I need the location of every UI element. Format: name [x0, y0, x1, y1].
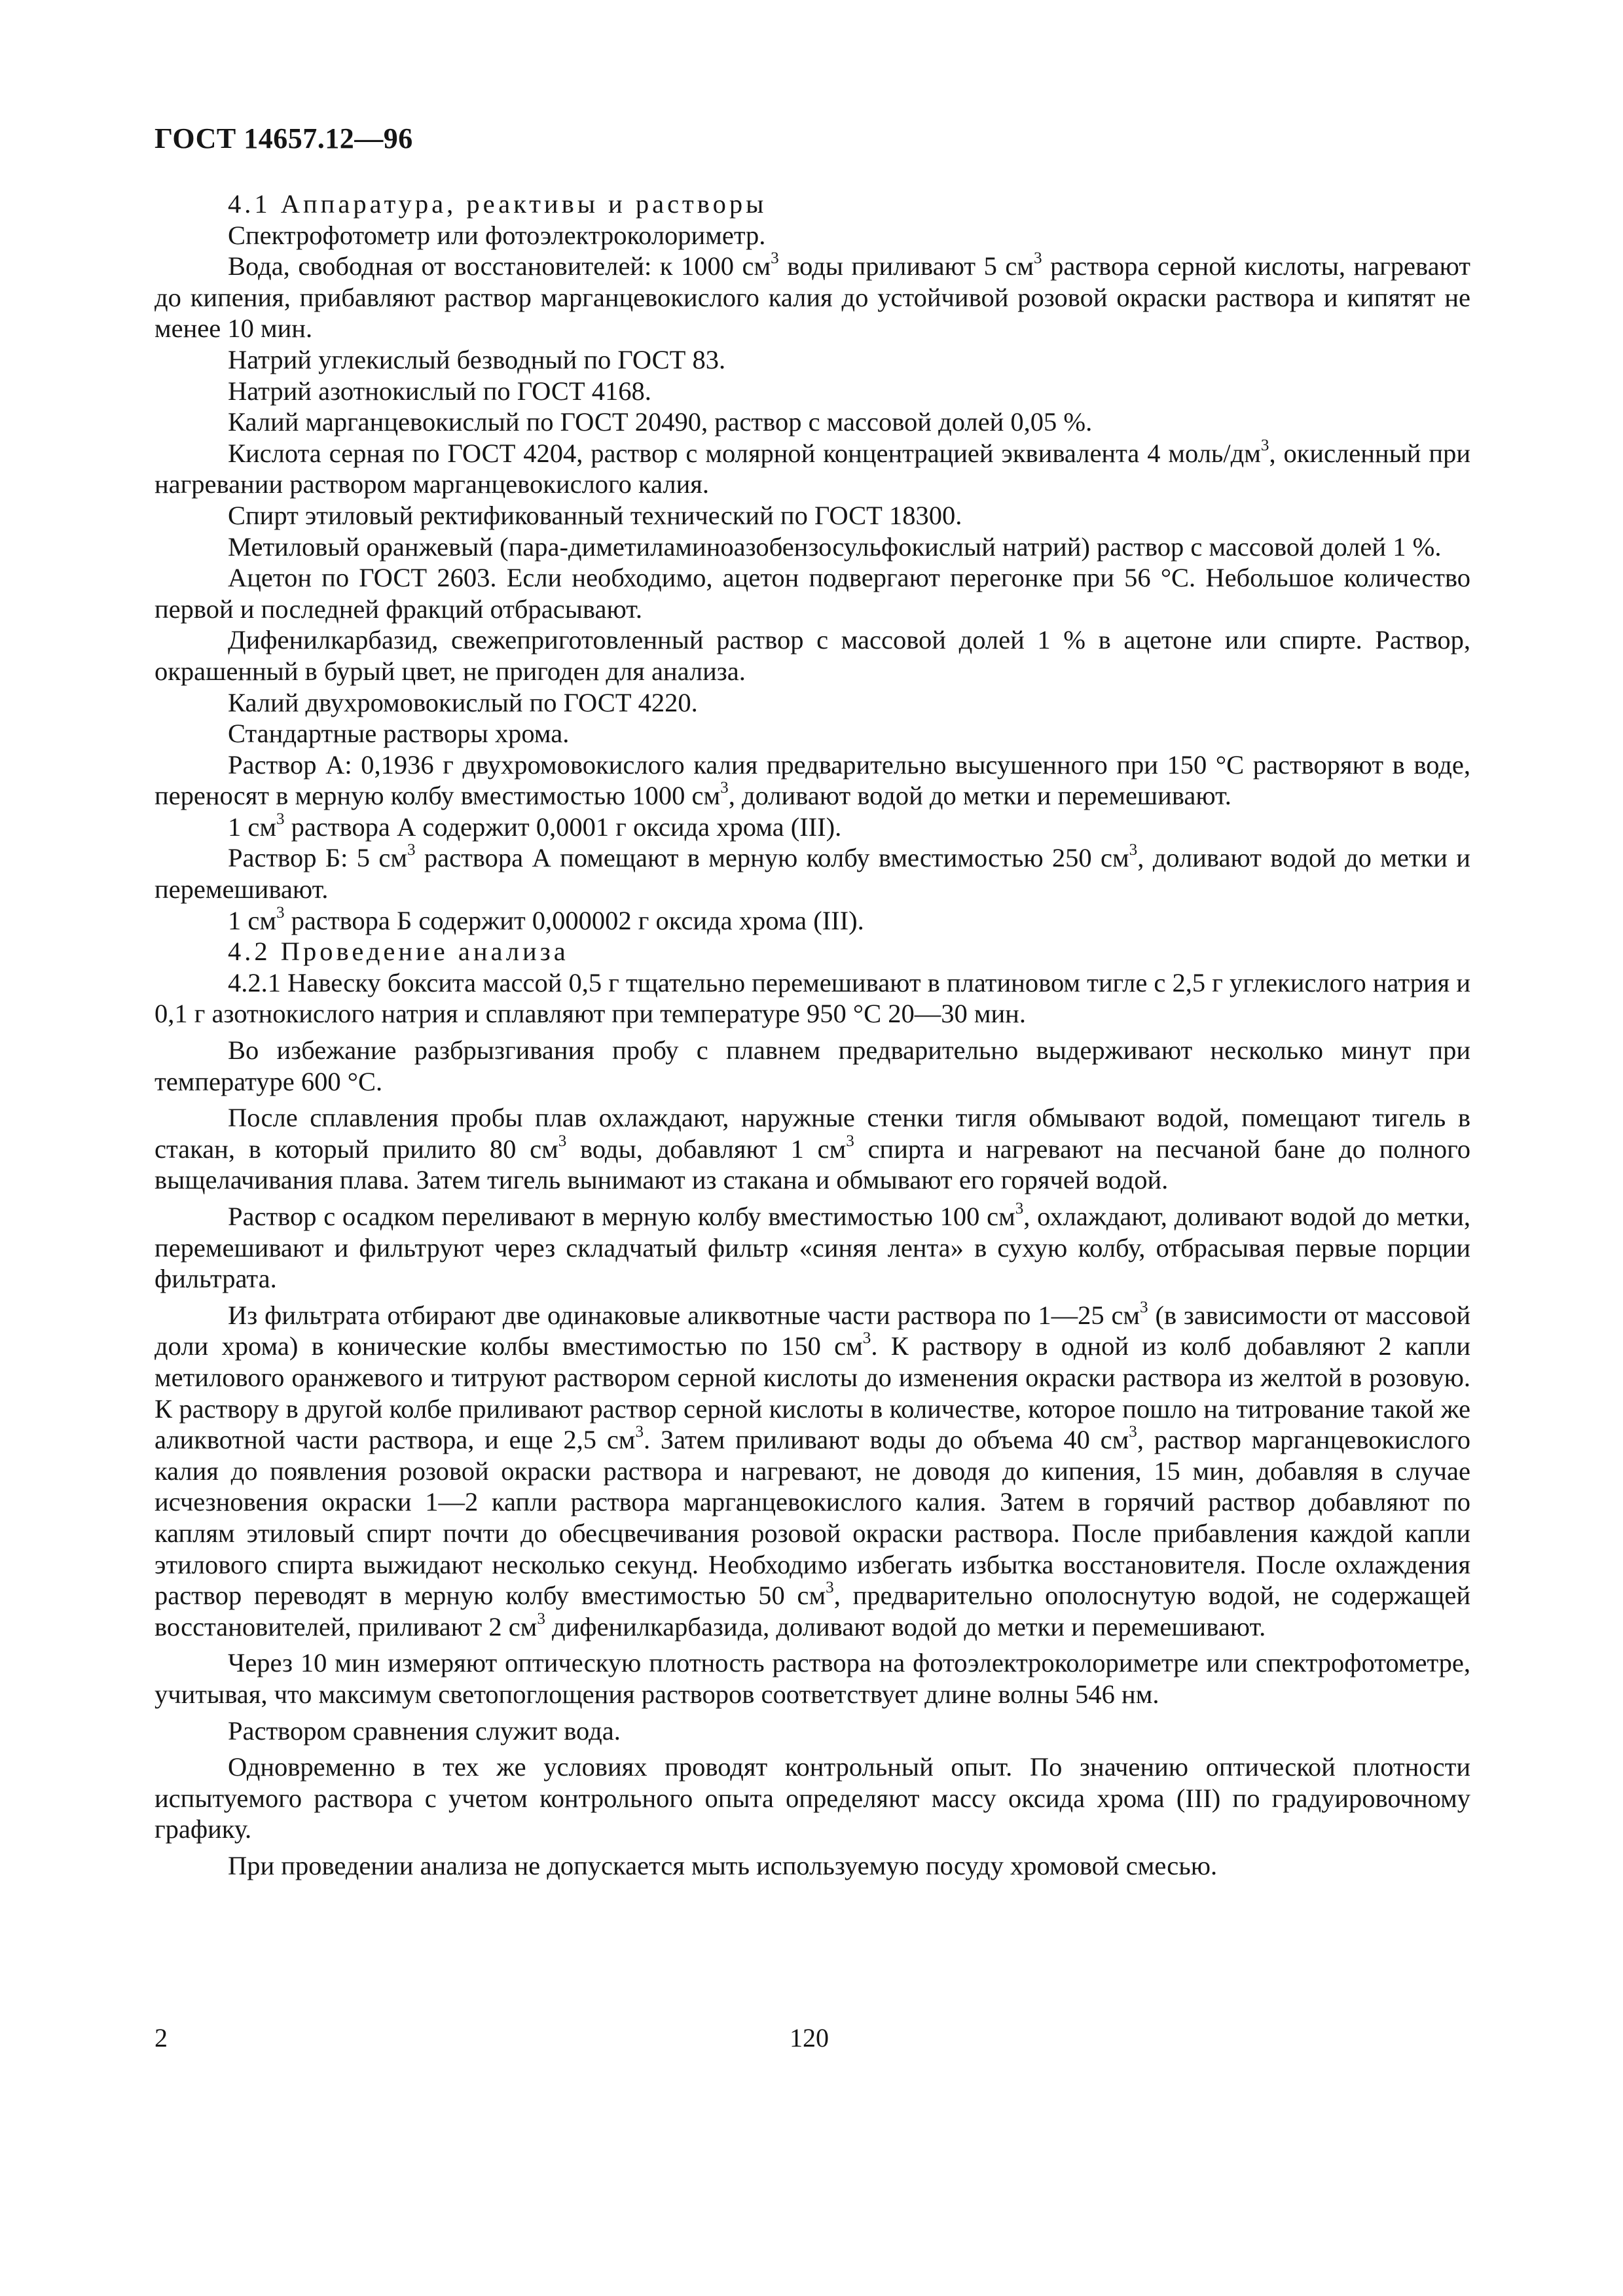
superscript: 3 [771, 249, 779, 268]
paragraph: 1 $см^3$ раствора Б содержит 0,000002 г оксида хрома (III). [228, 903, 864, 935]
paragraph: Спирт этиловый ректификованный технический по ГОСТ 18300. [228, 500, 962, 530]
page-number: 2 [155, 2023, 168, 2053]
superscript: 3 [1033, 249, 1042, 268]
superscript: 3 [276, 810, 285, 828]
paragraph: Через 10 мин измеряют оптическую плотность раствора на фотоэлектроколориметре или спектрофотометре, учитывая, что максимум светопоглощения растворов соответствует длине волны 546 нм. [155, 1648, 1470, 1709]
paragraph: Калий марганцевокислый по ГОСТ 20490, раствор с массовой долей 0,05 %. [228, 407, 1093, 437]
paragraph: Раствор с осадком переливают в мерную колбу вместимостью 100 $см^3$, охлаждают, доливают водой до метки, перемешивают и фильтруют через складчатый фильтр «синяя лента» в сухую колбу, отбрасывая первые порции фильтрата. [155, 1199, 1471, 1294]
superscript: 3 [276, 903, 285, 922]
paragraph: После сплавления пробы плав охлаждают, наружные стенки тигля обмывают водой, помещают тигель в стакан, в который прилито 80 $см^3$ воды, добавляют 1 $см^3$ спирта и нагревают на песчаной бане до полного выщелачивания плава. Затем тигель вынимают из стакана и обмывают его горячей водой. [155, 1103, 1470, 1195]
paragraph: 1 $см^3$ раствора А содержит 0,0001 г оксида хрома (III). [228, 810, 842, 842]
document-header: ГОСТ 14657.12—96 [155, 122, 413, 154]
superscript: 3 [1129, 1423, 1137, 1441]
superscript: 3 [720, 779, 729, 797]
paragraph: Натрий азотнокислый по ГОСТ 4168. [228, 376, 651, 406]
paragraph: Во избежание разбрызгивания пробу с плавнем предварительно выдерживают несколько минут при температуре 600 °С. [155, 1035, 1470, 1096]
paragraph: Дифенилкарбазид, свежеприготовленный раствор с массовой долей 1 % в ацетоне или спирте. Раствор, окрашенный в бурый цвет, не пригоден для анализа. [155, 625, 1470, 686]
paragraph: Натрий углекислый безводный по ГОСТ 83. [228, 344, 726, 374]
superscript: 3 [1140, 1298, 1148, 1316]
paragraph: Вода, свободная от восстановителей: к 1000 $см^3$ воды приливают 5 $см^3$ раствора серной кислоты, нагревают до кипения, прибавляют раствор марганцевокислого калия до устойчивой розовой окраски раствора и кипятят не менее 10 мин. [155, 249, 1470, 344]
paragraph: Кислота серная по ГОСТ 4204, раствор с молярной концентрацией эквивалента 4 моль/$дм^3$, окисленный при нагревании раствором марганцевокислого калия. [155, 436, 1470, 499]
paragraph: Ацетон по ГОСТ 2603. Если необходимо, ацетон подвергают перегонке при 56 °С. Небольшое количество первой и последней фракций отбрасывают. [155, 563, 1470, 624]
superscript: 3 [862, 1329, 871, 1348]
superscript: 3 [537, 1609, 545, 1628]
paragraph: Раствор А: 0,1936 г двухромовокислого калия предварительно высушенного при 150 °С растворяют в воде, переносят в мерную колбу вместимостью 1000 $см^3$, доливают водой до метки и перемешивают. [155, 749, 1470, 811]
superscript: 3 [846, 1132, 854, 1150]
superscript: 3 [558, 1132, 567, 1150]
superscript: 3 [635, 1423, 644, 1441]
paragraph: Спектрофотометр или фотоэлектроколориметр. [228, 220, 766, 250]
superscript: 3 [1129, 841, 1138, 859]
paragraph: Метиловый оранжевый (пара-диметиламиноазобензосульфокислый натрий) раствор с массовой долей 1 %. [228, 531, 1442, 562]
section-4-2-title: 4.2 Проведение анализа [228, 937, 569, 967]
paragraph: 4.2.1 Навеску боксита массой 0,5 г тщательно перемешивают в платиновом тигле с 2,5 г углекислого натрия и 0,1 г азотнокислого натрия и сплавляют при температуре 950 °С 20—30 мин. [155, 967, 1470, 1029]
paragraph: Раствором сравнения служит вода. [228, 1715, 621, 1746]
sheet-number: 120 [790, 2023, 829, 2053]
paragraph: Раствор Б: 5 $см^3$ раствора А помещают в мерную колбу вместимостью 250 $см^3$, доливают водой до метки и перемешивают. [155, 841, 1470, 905]
section-4-1-title: 4.1 Аппаратура, реактивы и растворы [228, 189, 767, 219]
paragraph: Из фильтрата отбирают две одинаковые аликвотные части раствора по 1—25 $см^3$ (в зависимости от массовой доли хрома) в конические колбы вместимостью по 150 $см^3$. К раствору в одной из колб добавляют 2 капли метилового оранжевого и титруют раствором серной кислоты до изменения окраски раствора из желтой в розовую. К раствору в другой колбе приливают раствор серной кислоты в количестве, которое пошло на титрование такой же аликвотной части раствора, и еще 2,5 $см^3$. Затем приливают воды до объема 40 $см^3$, раствор марганцевокислого калия до появления розовой окраски раствора и нагревают, не доводя до кипения, 15 мин, добавляя в случае исчезновения окраски 1—2 капли раствора марганцевокислого калия. Затем в горячий раствор добавляют по каплям этиловый спирт почти до обесцвечивания розовой окраски раствора. После прибавления каждой капли этилового спирта выжидают несколько секунд. Необходимо избегать избытка восстановителя. После охлаждения раствор переводят в мерную колбу вместимостью 50 $см^3$, предварительно ополоснутую водой, не содержащей восстановителей, приливают 2 $см^3$ дифенилкарбазида, доливают водой до метки и перемешивают. [155, 1298, 1471, 1641]
paragraph: При проведении анализа не допускается мыть используемую посуду хромовой смесью. [228, 1850, 1218, 1880]
paragraph: Калий двухромовокислый по ГОСТ 4220. [228, 687, 698, 717]
superscript: 3 [407, 841, 416, 859]
superscript: 3 [1015, 1199, 1024, 1217]
superscript: 3 [826, 1579, 834, 1597]
paragraph: Одновременно в тех же условиях проводят контрольный опыт. По значению оптической плотности испытуемого раствора с учетом контрольного опыта определяют массу оксида хрома (III) по градуировочному графику. [155, 1752, 1470, 1844]
superscript: 3 [1260, 436, 1269, 454]
paragraph: Стандартные растворы хрома. [228, 719, 570, 749]
document-body [155, 188, 1470, 1881]
